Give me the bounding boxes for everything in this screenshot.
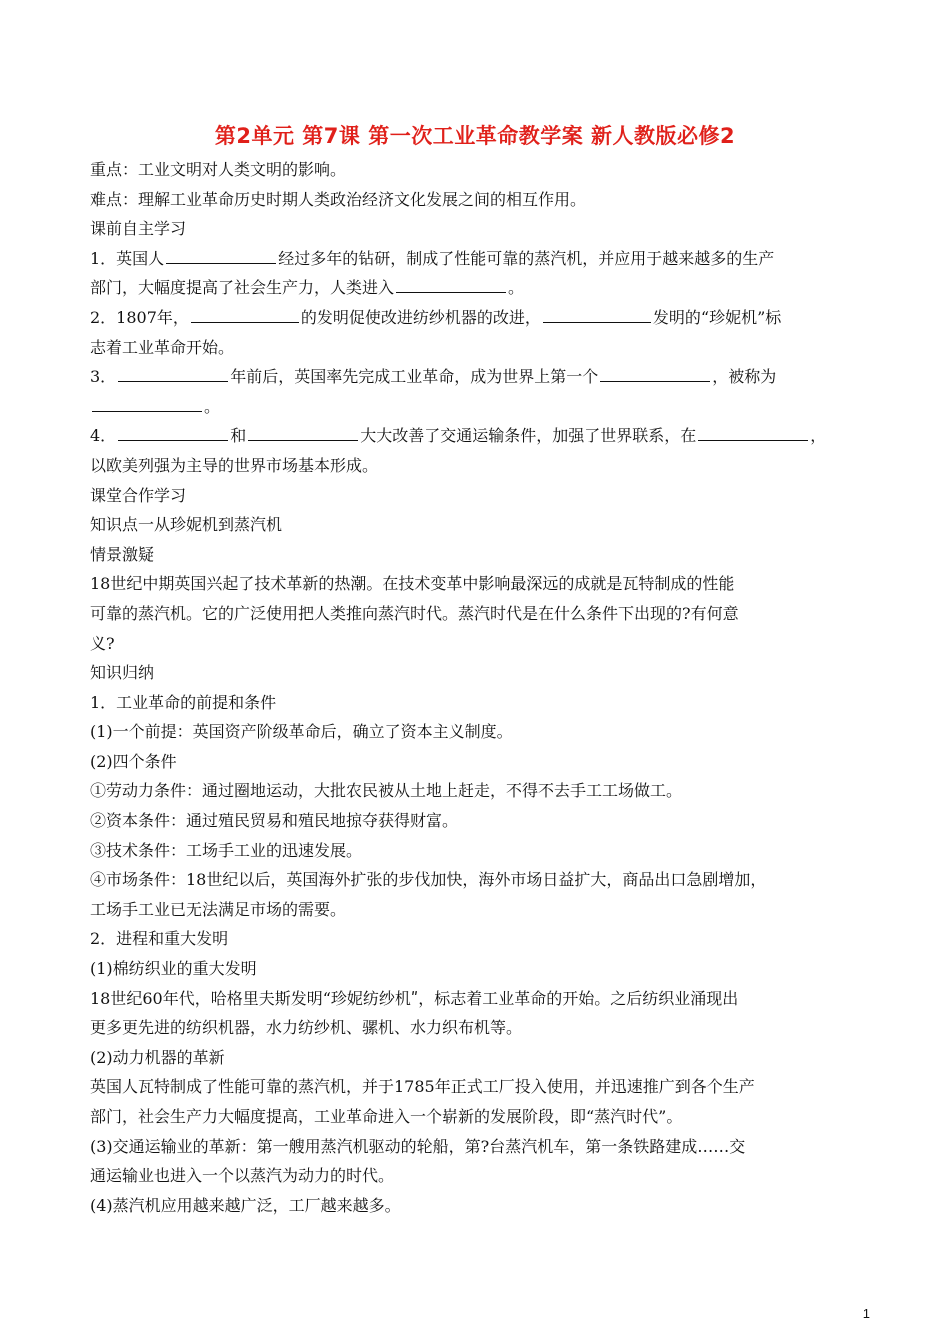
text-line: 课堂合作学习 bbox=[90, 485, 187, 505]
text-line: ②资本条件：通过殖民贸易和殖民地掠夺获得财富。 bbox=[90, 811, 459, 831]
text-line: (1)棉纺织业的重大发明 bbox=[90, 959, 257, 979]
text-line: (1)一个前提：英国资产阶级革命后，确立了资本主义制度。 bbox=[90, 722, 513, 742]
text-segment: 经过多年的钻研，制成了性能可靠的蒸汽机，并应用于越来越多的生产 bbox=[278, 248, 775, 268]
text-line: 18世纪中期英国兴起了技术革新的热潮。在技术变革中影响最深远的成就是瓦特制成的性能 bbox=[90, 574, 735, 594]
text-line: 更多更先进的纺织机器，水力纺纱机、骡机、水力织布机等。 bbox=[90, 1018, 523, 1038]
page-number: 1 bbox=[862, 1306, 870, 1321]
fill-in-blank bbox=[396, 275, 506, 293]
text-line: 重点：工业文明对人类文明的影响。 bbox=[90, 160, 347, 179]
text-line: 以欧美列强为主导的世界市场基本形成。 bbox=[90, 455, 379, 475]
text-segment: ， bbox=[810, 426, 827, 446]
text-segment: 1．英国人 bbox=[90, 248, 165, 268]
text-line: ③技术条件：工场手工业的迅速发展。 bbox=[90, 840, 363, 860]
text-line: 志着工业革命开始。 bbox=[90, 337, 235, 357]
text-line: 情景激疑 bbox=[90, 544, 155, 564]
fill-in-blank bbox=[543, 305, 651, 323]
fill-in-blank bbox=[191, 305, 299, 323]
text-line: 义? bbox=[90, 633, 115, 653]
text-line bbox=[90, 244, 865, 274]
text-line: 英国人瓦特制成了性能可靠的蒸汽机，并于1785年正式工厂投入使用，并迅速推广到各个生产 bbox=[90, 1077, 755, 1097]
text-line: 难点：理解工业革命历史时期人类政治经济文化发展之间的相互作用。 bbox=[90, 189, 587, 209]
text-segment: 。 bbox=[508, 278, 525, 298]
text-segment: 发明的“珍妮机”标 bbox=[652, 307, 782, 327]
text-line: 2．进程和重大发明 bbox=[90, 929, 229, 949]
text-line: 可靠的蒸汽机。它的广泛使用把人类推向蒸汽时代。蒸汽时代是在什么条件下出现的?有何意 bbox=[90, 603, 739, 623]
text-segment: 3． bbox=[90, 367, 117, 387]
text-line: ④市场条件：18世纪以后，英国海外扩张的步伐加快，海外市场日益扩大，商品出口急剧增加， bbox=[90, 870, 767, 890]
text-line: 通运输业也进入一个以蒸汽为动力的时代。 bbox=[90, 1166, 395, 1186]
fill-in-blank bbox=[118, 364, 228, 382]
fill-in-blank bbox=[118, 423, 228, 441]
text-segment: 和 bbox=[230, 426, 247, 446]
text-line: 1．工业革命的前提和条件 bbox=[90, 692, 277, 712]
text-line: 18世纪60年代，哈格里夫斯发明“珍妮纺纱机ʺ，标志着工业革命的开始。之后纺织业涌现出 bbox=[90, 988, 739, 1008]
text-line: 工场手工业已无法满足市场的需要。 bbox=[90, 899, 347, 919]
text-segment: ，被称为 bbox=[712, 367, 777, 387]
fill-in-blank bbox=[166, 246, 276, 264]
text-segment: 2．1807年， bbox=[90, 307, 189, 327]
text-line: (4)蒸汽机应用越来越广泛，工厂越来越多。 bbox=[90, 1195, 401, 1215]
text-line bbox=[90, 273, 865, 303]
text-line bbox=[90, 421, 865, 451]
text-line: 课前自主学习 bbox=[90, 219, 187, 239]
document-title: 第2单元 第7课 第一次工业革命教学案 新人教版必修2 bbox=[214, 124, 736, 148]
text-line: (2)四个条件 bbox=[90, 751, 177, 771]
text-line: 知识归纳 bbox=[90, 663, 155, 683]
text-segment: 部门，大幅度提高了社会生产力，人类进入 bbox=[90, 278, 395, 298]
text-segment: 。 bbox=[204, 396, 221, 416]
text-line bbox=[90, 392, 865, 422]
document-body bbox=[90, 155, 865, 1220]
fill-in-blank bbox=[600, 364, 710, 382]
text-line: 部门，社会生产力大幅度提高，工业革命进入一个崭新的发展阶段，即“蒸汽时代”。 bbox=[90, 1107, 683, 1126]
text-line: (2)动力机器的革新 bbox=[90, 1047, 225, 1067]
fill-in-blank bbox=[698, 423, 808, 441]
fill-in-blank bbox=[248, 423, 358, 441]
text-line bbox=[90, 362, 865, 392]
text-line: (3)交通运输业的革新：第一艘用蒸汽机驱动的轮船，第?台蒸汽机车，第一条铁路建成……交 bbox=[90, 1136, 746, 1156]
text-segment: 年前后，英国率先完成工业革命，成为世界上第一个 bbox=[230, 367, 599, 387]
text-segment: 的发明促使改进纺纱机器的改进， bbox=[300, 307, 541, 327]
text-line: 知识点一从珍妮机到蒸汽机 bbox=[90, 515, 283, 535]
fill-in-blank bbox=[92, 394, 202, 412]
text-line bbox=[90, 303, 865, 333]
text-segment: 4． bbox=[90, 426, 117, 446]
text-line: ①劳动力条件：通过圈地运动，大批农民被从土地上赶走，不得不去手工工场做工。 bbox=[90, 781, 683, 801]
text-segment: 大大改善了交通运输条件，加强了世界联系，在 bbox=[360, 426, 697, 446]
